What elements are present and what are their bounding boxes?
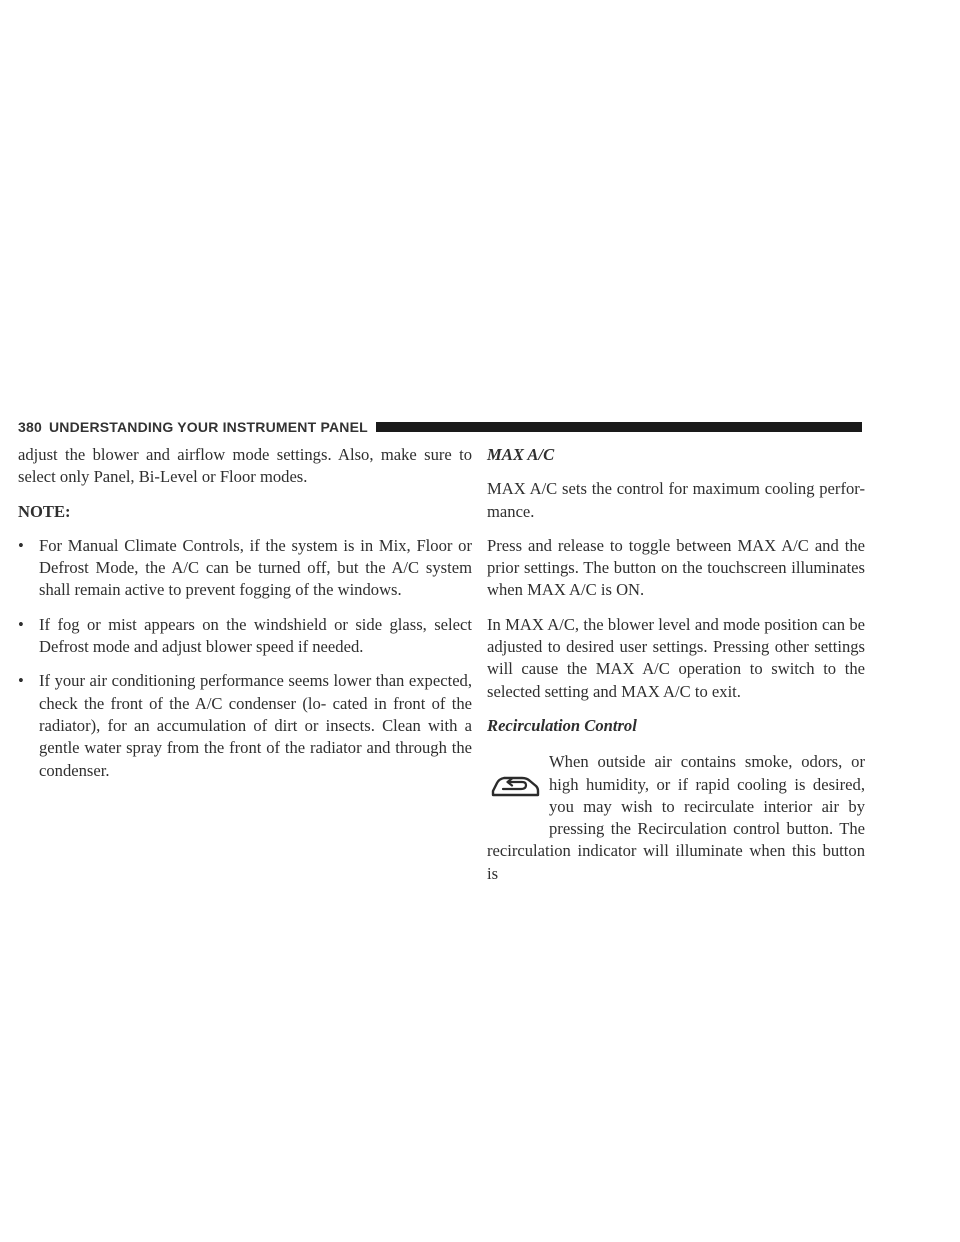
bullet-icon: •	[18, 535, 24, 555]
recirculation-section	[487, 751, 865, 885]
recirculation-heading: Recirculation Control	[487, 715, 637, 735]
max-ac-paragraph-3: In MAX A/C, the blower level and mode position can be adjusted to desired user settings. Pressing other settings will cause the MAX A/C operation to switch to the selected setting and MAX A/C to exit.	[487, 614, 865, 701]
bullet-icon: •	[18, 614, 24, 634]
bullet-icon: •	[18, 671, 24, 691]
section-title: UNDERSTANDING YOUR INSTRUMENT PANEL	[48, 419, 368, 435]
header-rule	[376, 422, 862, 432]
max-ac-paragraph-2: Press and release to toggle between MAX A/C and the prior settings. The button on the touchscreen illuminates when MAX A/C is ON.	[487, 535, 865, 600]
note-label: NOTE:	[18, 501, 71, 521]
recirculation-icon	[487, 751, 543, 821]
list-item	[18, 535, 472, 602]
list-item	[18, 614, 472, 659]
intro-paragraph: adjust the blower and airflow mode settings. Also, make sure to select only Panel, Bi-Level or Floor modes.	[18, 445, 472, 487]
list-item	[18, 670, 472, 781]
max-ac-paragraph-1: MAX A/C sets the control for maximum cooling perfor- mance.	[487, 479, 865, 521]
bullet-text: If fog or mist appears on the windshield or side glass, select Defrost mode and adjust blower speed if needed.	[39, 614, 472, 657]
max-ac-heading: MAX A/C	[487, 445, 555, 464]
bullet-text: If your air conditioning performance seems lower than expected, check the front of the A/C condenser (lo- cated in front of the radiator), for an accumulation of dirt or insects. Clean with a gentle water spray from the front of the radiator and through the condenser.	[39, 671, 472, 780]
page-number: 380	[18, 419, 42, 435]
page-header	[18, 416, 862, 438]
right-column	[487, 444, 865, 885]
left-column	[18, 444, 472, 794]
bullet-text: For Manual Climate Controls, if the system is in Mix, Floor or Defrost Mode, the A/C can be turned off, but the A/C system shall remain active to prevent fogging of the windows.	[39, 535, 472, 600]
recirculation-paragraph: When outside air contains smoke, odors, or high humidity, or if rapid cooling is desired, you may wish to recirculate interior air by pressing the Recirculation control button. The recirculation indicator will illuminate when this button is	[487, 752, 865, 883]
note-bullet-list	[18, 535, 472, 782]
